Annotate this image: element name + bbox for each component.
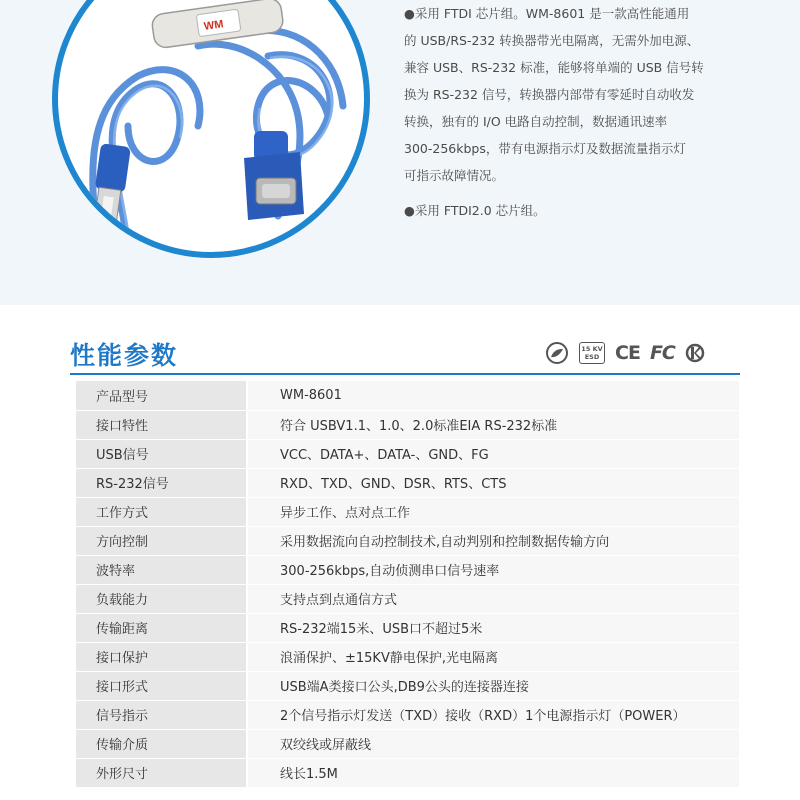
description-line: 换为 RS-232 信号，转换器内部带有零延时自动收发 — [404, 87, 695, 102]
spec-key: RS-232信号 — [76, 468, 247, 497]
table-row — [76, 671, 739, 700]
table-row — [76, 642, 739, 671]
spec-value: 2个信号指示灯发送（TXD）接收（RXD）1个电源指示灯（POWER） — [247, 700, 739, 729]
spec-key: USB信号 — [76, 439, 247, 468]
description-line: 300-256kbps，带有电源指示灯及数据流量指示灯 — [404, 141, 686, 156]
spec-key: 接口特性 — [76, 410, 247, 439]
spec-value: 线长1.5M — [247, 758, 739, 787]
svg-text:WM: WM — [203, 18, 225, 33]
spec-value: WM-8601 — [247, 381, 739, 410]
fcc-icon: FC — [649, 342, 675, 364]
spec-value: 符合 USBV1.1、1.0、2.0标准EIA RS-232标准 — [247, 410, 739, 439]
spec-value: USB端A类接口公头,DB9公头的连接器连接 — [247, 671, 739, 700]
table-row — [76, 468, 739, 497]
spec-key: 信号指示 — [76, 700, 247, 729]
description-line: ●采用 FTDI 芯片组。WM-8601 是一款高性能通用 — [404, 6, 690, 21]
spec-value: 双绞线或屏蔽线 — [247, 729, 739, 758]
spec-key: 方向控制 — [76, 526, 247, 555]
spec-table — [76, 381, 739, 788]
table-row — [76, 526, 739, 555]
spec-value: 浪涌保护、±15KV静电保护,光电隔离 — [247, 642, 739, 671]
spec-value: 异步工作、点对点工作 — [247, 497, 739, 526]
spec-value: 支持点到点通信方式 — [247, 584, 739, 613]
description-line: 可指示故障情况。 — [404, 168, 505, 183]
table-row — [76, 584, 739, 613]
spec-key: 传输距离 — [76, 613, 247, 642]
esd-rating: 15 KV — [581, 345, 603, 353]
product-photo — [52, 0, 370, 258]
table-row — [76, 410, 739, 439]
description-line: 兼容 USB、RS-232 标准，能够将单端的 USB 信号转 — [404, 60, 704, 75]
table-row — [76, 729, 739, 758]
chipset-note: ●采用 FTDI2.0 芯片组。 — [404, 203, 546, 218]
spec-key: 外形尺寸 — [76, 758, 247, 787]
spec-value: VCC、DATA+、DATA-、GND、FG — [247, 439, 739, 468]
usb-rs232-cable-image — [58, 0, 364, 252]
spec-value: RXD、TXD、GND、DSR、RTS、CTS — [247, 468, 739, 497]
table-row — [76, 497, 739, 526]
table-row — [76, 758, 739, 787]
table-row — [76, 555, 739, 584]
product-banner — [0, 0, 800, 305]
table-row — [76, 700, 739, 729]
spec-key: 接口保护 — [76, 642, 247, 671]
section-divider — [70, 373, 740, 375]
certification-icons — [545, 340, 705, 366]
table-row — [76, 613, 739, 642]
product-description — [404, 0, 784, 224]
spec-key: 产品型号 — [76, 381, 247, 410]
spec-value: RS-232端15米、USB口不超过5米 — [247, 613, 739, 642]
spec-key: 波特率 — [76, 555, 247, 584]
ce-icon: CE — [615, 342, 640, 364]
table-row — [76, 439, 739, 468]
spec-key: 负载能力 — [76, 584, 247, 613]
esd-icon — [579, 342, 605, 364]
spec-key: 接口形式 — [76, 671, 247, 700]
spec-key: 传输介质 — [76, 729, 247, 758]
spec-value: 采用数据流向自动控制技术,自动判别和控制数据传输方向 — [247, 526, 739, 555]
section-title: 性能参数 — [70, 341, 179, 370]
description-line: 的 USB/RS-232 转换器带光电隔离，无需外加电源、 — [404, 33, 700, 48]
spec-value: 300-256kbps,自动侦测串口信号速率 — [247, 555, 739, 584]
description-line: 转换，独有的 I/O 电路自动控制，数据通讯速率 — [404, 114, 668, 129]
esd-label: ESD — [584, 353, 600, 361]
spec-key: 工作方式 — [76, 497, 247, 526]
rohs-icon — [545, 341, 569, 365]
table-row — [76, 381, 739, 410]
kc-icon — [685, 343, 705, 363]
